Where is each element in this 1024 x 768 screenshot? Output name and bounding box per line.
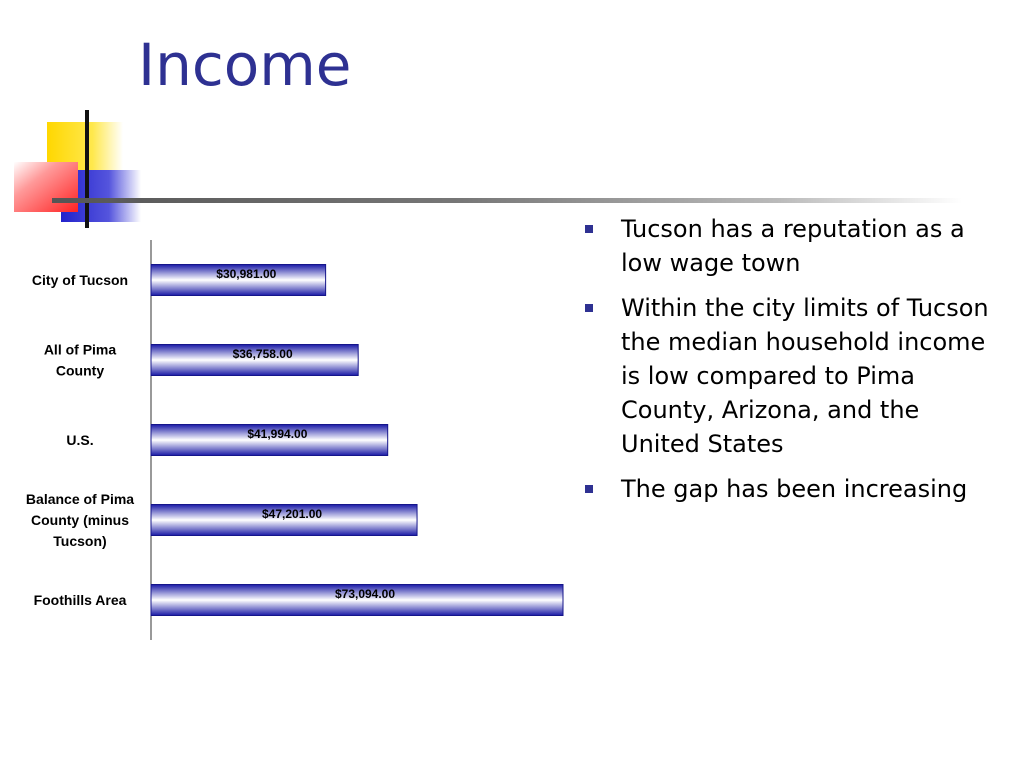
bullet-list [585, 212, 995, 517]
bullet-text: Within the city limits of Tucson the median household income is low compared to Pima County, Arizona, and the United States [621, 294, 989, 458]
bar-value-label: $41,994.00 [247, 427, 308, 441]
bullet-square-icon [585, 485, 593, 493]
category-label: Foothills Area [33, 592, 127, 608]
category-label: U.S. [66, 432, 94, 448]
deco-vertical-line [85, 110, 89, 228]
bullet-text: Tucson has a reputation as a low wage town [621, 215, 965, 277]
category-label: All of Pima County [43, 341, 117, 379]
category-label: Balance of Pima County (minus Tucson) [25, 491, 135, 549]
bullet-text: The gap has been increasing [621, 475, 968, 503]
bullet-square-icon [585, 304, 593, 312]
bar-value-label: $30,981.00 [216, 267, 277, 281]
title-divider-line [52, 198, 962, 203]
decorative-squares [0, 108, 150, 228]
bar-value-label: $73,094.00 [334, 587, 396, 601]
bullet-item [585, 212, 995, 280]
deco-red-square [14, 162, 78, 212]
bullet-item [585, 472, 995, 506]
category-label: City of Tucson [31, 272, 129, 288]
bar-value-label: $47,201.00 [261, 507, 323, 521]
income-bar-chart [0, 230, 580, 650]
slide-title: Income [138, 31, 352, 99]
bullet-square-icon [585, 225, 593, 233]
bullet-item [585, 291, 995, 461]
bar-value-label: $36,758.00 [232, 347, 293, 361]
